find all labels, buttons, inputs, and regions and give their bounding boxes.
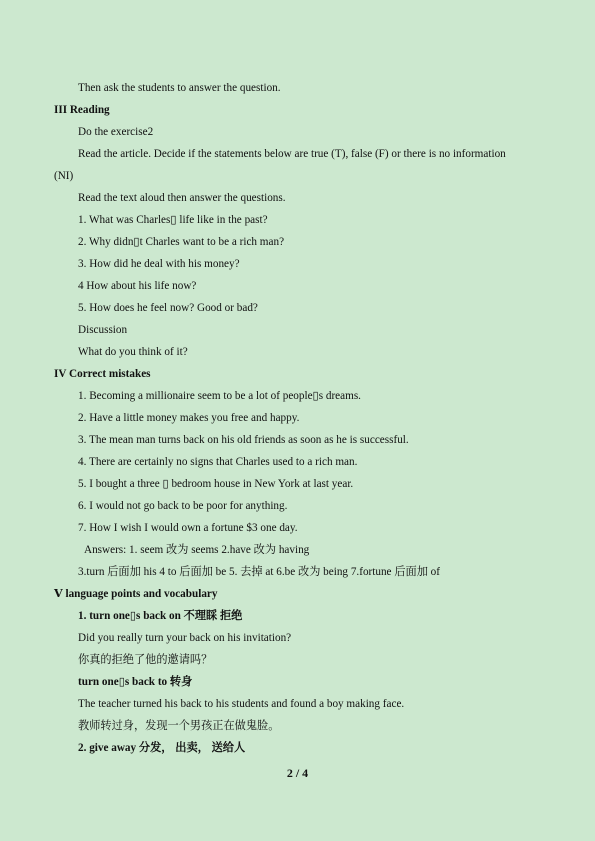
- section-heading-correct-mistakes: IV Correct mistakes: [54, 368, 151, 380]
- exercise-item: 3. The mean man turns back on his old friends as soon as he is successful.: [78, 434, 409, 446]
- exercise-item: 2. Have a little money makes you free and happy.: [78, 412, 300, 424]
- question-item: 5. How does he feel now? Good or bad?: [78, 302, 258, 314]
- text-line: Discussion: [78, 324, 128, 336]
- example-sentence: Did you really turn your back on his invitation?: [78, 632, 292, 644]
- answers-line: Answers: 1. seem 改为 seems 2.have 改为 having: [84, 544, 310, 556]
- vocab-heading: 1. turn one▯s back on 不理睬 拒绝: [78, 610, 243, 622]
- exercise-item: 6. I would not go back to be poor for anything.: [78, 500, 288, 512]
- section-heading-reading: III Reading: [54, 104, 110, 116]
- example-sentence: The teacher turned his back to his students and found a boy making face.: [78, 698, 405, 710]
- question-item: 2. Why didn▯t Charles want to be a rich man?: [78, 236, 285, 248]
- exercise-item: 5. I bought a three ▯ bedroom house in New York at last year.: [78, 478, 354, 490]
- text-line: Then ask the students to answer the question.: [78, 82, 281, 94]
- exercise-item: 4. There are certainly no signs that Charles used to a rich man.: [78, 456, 358, 468]
- example-translation: 你真的拒绝了他的邀请吗？: [78, 654, 213, 666]
- answers-line: 3.turn 后面加 his 4 to 后面加 be 5. 去掉 at 6.be 改为 being 7.fortune 后面加 of: [78, 566, 440, 578]
- text-line: Do the exercise2: [78, 126, 154, 138]
- exercise-item: 1. Becoming a millionaire seem to be a lot of people▯s dreams.: [78, 390, 361, 402]
- question-item: 1. What was Charles▯ life like in the past?: [78, 214, 268, 226]
- question-item: 3. How did he deal with his money?: [78, 258, 240, 270]
- page-number: 2 / 4: [286, 766, 309, 780]
- vocab-heading: 2. give away 分发， 出卖， 送给人: [78, 742, 246, 754]
- section-heading-language-points: Ⅴ language points and vocabulary: [54, 588, 218, 600]
- text-line: Read the article. Decide if the statements below are true (T), false (F) or there is no information: [78, 148, 506, 160]
- question-item: 4 How about his life now?: [78, 280, 197, 292]
- vocab-heading: turn one▯s back to 转身: [78, 676, 193, 688]
- example-translation: 教师转过身，发现一个男孩正在做鬼脸。: [78, 720, 280, 732]
- exercise-item: 7. How I wish I would own a fortune $3 one day.: [78, 522, 298, 534]
- text-line: Read the text aloud then answer the questions.: [78, 192, 286, 204]
- text-line: (NI): [54, 170, 74, 182]
- text-line: What do you think of it?: [78, 346, 188, 358]
